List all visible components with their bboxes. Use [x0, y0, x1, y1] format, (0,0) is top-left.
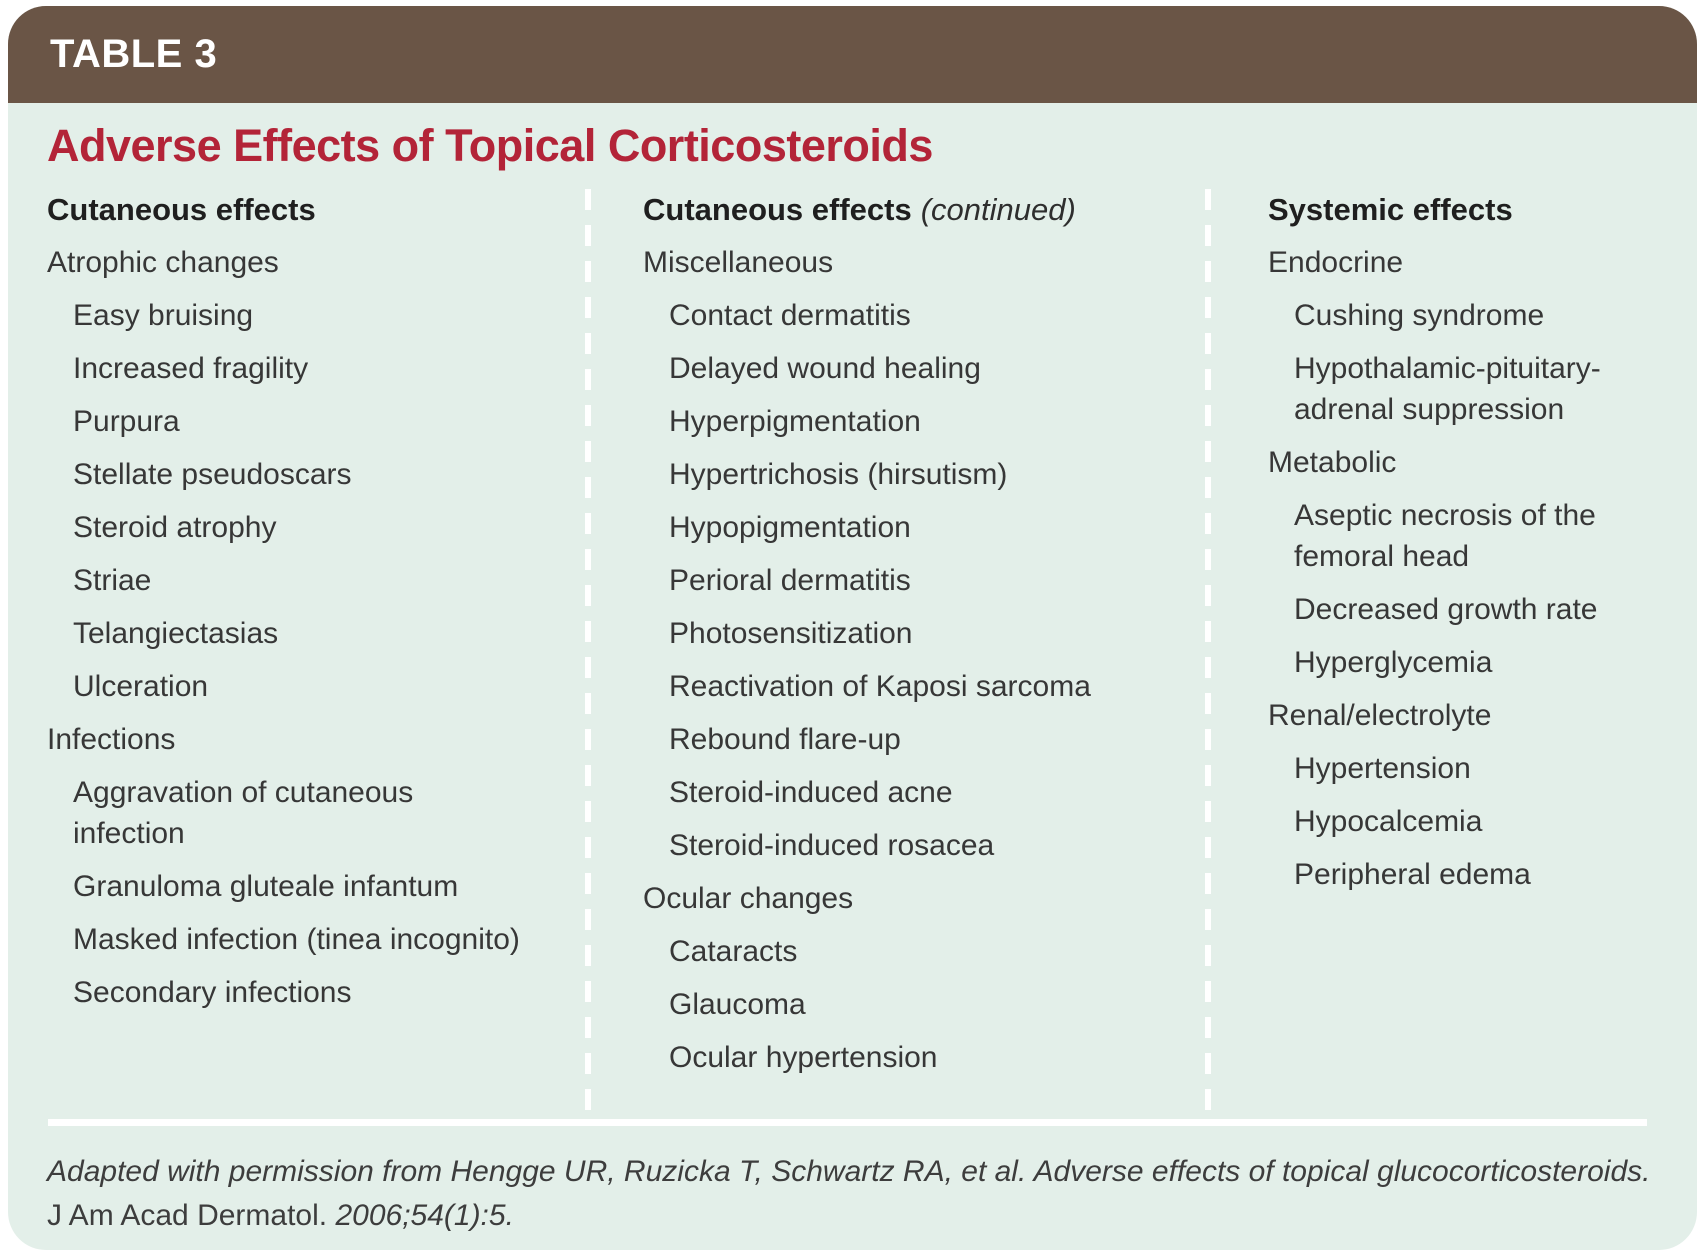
- footnote-line-2: [47, 1194, 1657, 1238]
- list-item: Hyperglycemia: [1294, 646, 1493, 679]
- footer-separator-rule: [48, 1119, 1647, 1126]
- list-item: Aggravation of cutaneous infection: [73, 776, 414, 850]
- list-item: Secondary infections: [73, 976, 352, 1009]
- source-footnote: [47, 1150, 1657, 1238]
- list-item: Granuloma gluteale infantum: [73, 870, 459, 903]
- list-item: Striae: [73, 564, 152, 597]
- list-item: Steroid-induced rosacea: [669, 829, 995, 862]
- table-number-label: TABLE 3: [50, 32, 218, 76]
- column-header: [1268, 189, 1667, 230]
- footnote-citation: 2006;54(1):5.: [335, 1199, 514, 1232]
- list-item: Hyperpigmentation: [669, 405, 921, 438]
- list-item: Hypertension: [1294, 752, 1471, 785]
- list-item: Hypocalcemia: [1294, 805, 1483, 838]
- table-card: [8, 6, 1697, 1250]
- list-item: Easy bruising: [73, 299, 254, 332]
- footnote-line-1: Adapted with permission from Hengge UR, Ruzicka T, Schwartz RA, et al. Adverse effects of topical glucocorticosteroids.: [47, 1155, 1651, 1188]
- list-item: Decreased growth rate: [1294, 593, 1598, 626]
- list-item: Cataracts: [669, 935, 798, 968]
- list-item: Cushing syndrome: [1294, 299, 1545, 332]
- list-item: Hypopigmentation: [669, 511, 911, 544]
- list-item: Rebound flare-up: [669, 723, 901, 756]
- table-header-bar: [8, 6, 1697, 103]
- table-columns: [47, 189, 1697, 1119]
- column-cutaneous-effects: [47, 189, 585, 1119]
- list-item: Glaucoma: [669, 988, 806, 1021]
- list-item: Ocular changes: [643, 882, 854, 915]
- column-header-text: Cutaneous effects: [643, 192, 912, 227]
- column-header: [47, 189, 530, 230]
- list-item: Steroid-induced acne: [669, 776, 953, 809]
- list-item: Contact dermatitis: [669, 299, 911, 332]
- list-item: Renal/electrolyte: [1268, 699, 1492, 732]
- list-item: Delayed wound healing: [669, 352, 981, 385]
- list-item: Metabolic: [1268, 446, 1397, 479]
- list-item: Steroid atrophy: [73, 511, 277, 544]
- list-item: Hypertrichosis (hirsutism): [669, 458, 1008, 491]
- column-header: [643, 189, 1175, 230]
- list-item: Aseptic necrosis of the femoral head: [1294, 499, 1596, 573]
- list-item: Photosensitization: [669, 617, 913, 650]
- list-item: Stellate pseudoscars: [73, 458, 352, 491]
- list-item: Atrophic changes: [47, 246, 279, 279]
- list-item: Ulceration: [73, 670, 209, 703]
- column-header-text: Systemic effects: [1268, 192, 1513, 227]
- list-item: Infections: [47, 723, 176, 756]
- column-systemic-effects: [1211, 189, 1697, 1119]
- list-item: Increased fragility: [73, 352, 309, 385]
- list-item: Purpura: [73, 405, 180, 438]
- list-item: Telangiectasias: [73, 617, 279, 650]
- list-item: Hypothalamic-pituitary-adrenal suppression: [1294, 352, 1601, 426]
- list-item: Miscellaneous: [643, 246, 834, 279]
- column-cutaneous-effects-continued: [591, 189, 1205, 1119]
- list-item: Reactivation of Kaposi sarcoma: [669, 670, 1091, 703]
- list-item: Ocular hypertension: [669, 1041, 938, 1074]
- list-item: Peripheral edema: [1294, 858, 1531, 891]
- table-title: Adverse Effects of Topical Corticosteroids: [47, 120, 933, 171]
- column-header-text: Cutaneous effects: [47, 192, 316, 227]
- column-header-continued: (continued): [920, 192, 1076, 227]
- list-item: Endocrine: [1268, 246, 1404, 279]
- list-item: Masked infection (tinea incognito): [73, 923, 520, 956]
- list-item: Perioral dermatitis: [669, 564, 911, 597]
- footnote-journal: J Am Acad Dermatol.: [47, 1199, 328, 1232]
